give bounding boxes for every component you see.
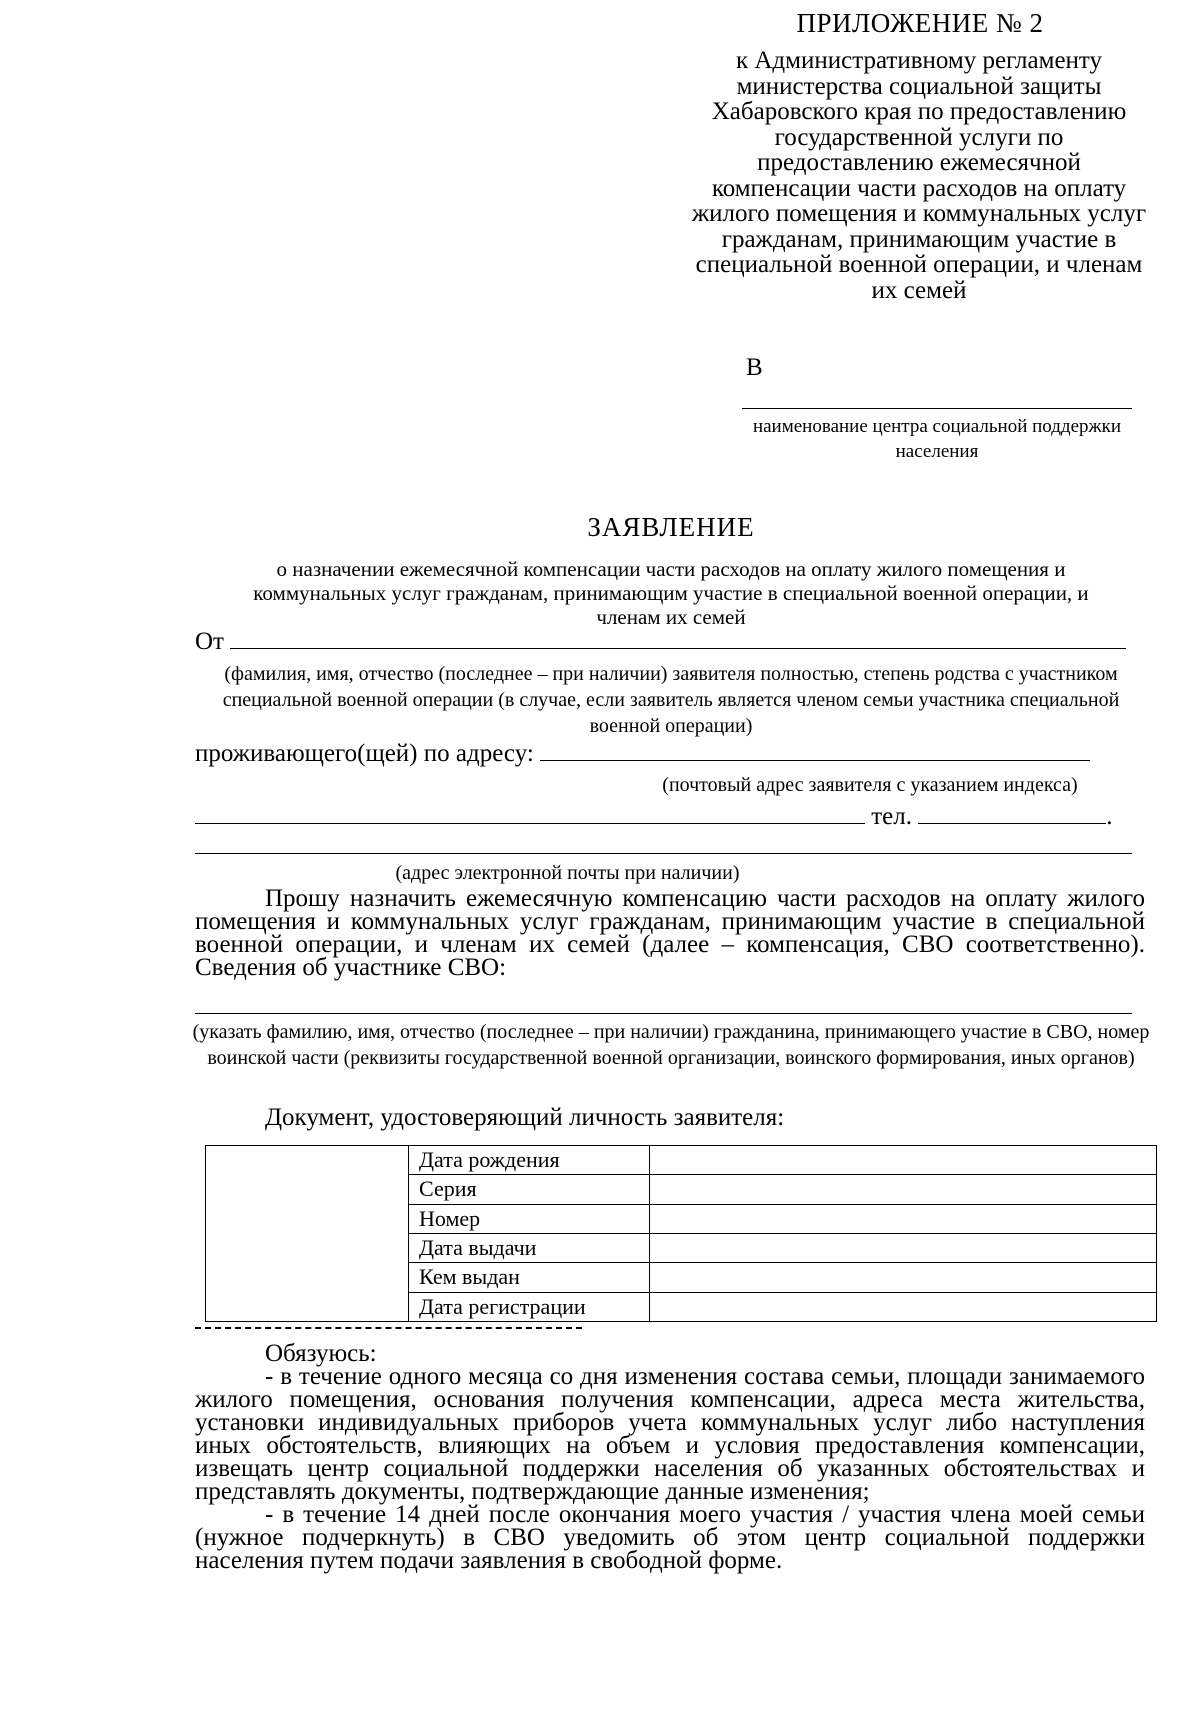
address-field-line2[interactable]: [195, 803, 865, 824]
from-label: От: [195, 628, 224, 655]
phone-label: тел.: [871, 803, 912, 830]
id-doc-label: Кем выдан: [409, 1263, 650, 1292]
from-caption: (фамилия, имя, отчество (последнее – при наличии) заявителя полностью, степень родства с участником специальной военной операции (в случае, если заявитель является членом семьи участника специальной военной операции): [222, 663, 1120, 737]
id-doc-value[interactable]: [650, 1146, 1157, 1175]
id-doc-value[interactable]: [650, 1233, 1157, 1262]
id-doc-label: Серия: [409, 1175, 650, 1204]
form-title: ЗАЯВЛЕНИЕ: [587, 512, 755, 542]
id-doc-label: Дата рождения: [409, 1146, 650, 1175]
appendix-subtitle: к Административному регламенту министерства социальной защиты Хабаровского края по предоставлению государственной услуги по предоставлению ежемесячной компенсации части расходов на оплату жилого помещения и коммунальных услуг гражданам, принимающим участие в специальной военной операции, и членам их семей: [691, 47, 1147, 304]
obligation-1: - в течение одного месяца со дня изменения состава семьи, площади занимаемого жилого помещения, основания получения компенсации, адреса места жительства, установки индивидуальных приборов учета коммунальных услуг либо наступления иных обстоятельств, влияющих на объем и условия предоставления компенсации, извещать центр социальной поддержки населения об указанных обстоятельствах и представлять документы, подтверждающие данные изменения;: [195, 1363, 1145, 1505]
phone-row: [195, 803, 1113, 831]
id-doc-label: Дата выдачи: [409, 1233, 650, 1262]
address-caption: (почтовый адрес заявителя с указанием индекса): [662, 774, 1078, 796]
email-caption: (адрес электронной почты при наличии): [395, 862, 740, 884]
address-label: проживающего(щей) по адресу:: [195, 740, 534, 767]
id-doc-heading: Документ, удостоверяющий личность заявителя:: [265, 1104, 785, 1131]
request-text: Прошу назначить ежемесячную компенсацию части расходов на оплату жилого помещения и коммунальных услуг гражданам, принимающим участие в специальной военной операции, и членам их семей (далее – компенсация, СВО соответственно). Сведения об участнике СВО:: [195, 885, 1145, 981]
separator-dashed: [195, 1327, 582, 1329]
obligations-heading: Обязуюсь:: [265, 1340, 377, 1367]
obligation-2: - в течение 14 дней после окончания моего участия / участия члена моей семьи (нужное подчеркнуть) в СВО уведомить об этом центр социальной поддержки населения путем подачи заявления в свободной форме.: [195, 1501, 1145, 1574]
id-doc-table: [205, 1145, 1157, 1322]
phone-end: .: [1106, 803, 1113, 830]
addressee-field[interactable]: [742, 408, 1132, 409]
id-doc-value[interactable]: [650, 1292, 1157, 1321]
from-row: [195, 628, 1126, 656]
obligations-block: [195, 1365, 1145, 1572]
addressee-prefix: В: [746, 354, 763, 381]
id-doc-value[interactable]: [650, 1204, 1157, 1233]
participant-caption: (указать фамилию, имя, отчество (последнее – при наличии) гражданина, принимающего участие в СВО, номер воинской части (реквизиты государственной военной организации, воинского формирования, иных органов): [192, 1021, 1150, 1069]
email-field[interactable]: [195, 853, 1132, 854]
address-field[interactable]: [540, 740, 1090, 761]
address-row: [195, 740, 1090, 768]
addressee-caption: наименование центра социальной поддержки населения: [752, 416, 1122, 462]
id-doc-label: Номер: [409, 1204, 650, 1233]
participant-field[interactable]: [195, 1013, 1132, 1014]
id-doc-blank-cell: [206, 1146, 409, 1322]
from-field[interactable]: [230, 628, 1126, 649]
appendix-title: ПРИЛОЖЕНИЕ № 2: [796, 8, 1044, 38]
id-doc-value[interactable]: [650, 1263, 1157, 1292]
request-paragraph: [195, 887, 1145, 979]
id-doc-value[interactable]: [650, 1175, 1157, 1204]
table-row: [206, 1146, 1157, 1175]
id-doc-label: Дата регистрации: [409, 1292, 650, 1321]
phone-field[interactable]: [918, 803, 1106, 824]
form-subtitle: о назначении ежемесячной компенсации части расходов на оплату жилого помещения и коммунальных услуг гражданам, принимающим участие в специальной военной операции, и членам их семей: [253, 557, 1089, 629]
